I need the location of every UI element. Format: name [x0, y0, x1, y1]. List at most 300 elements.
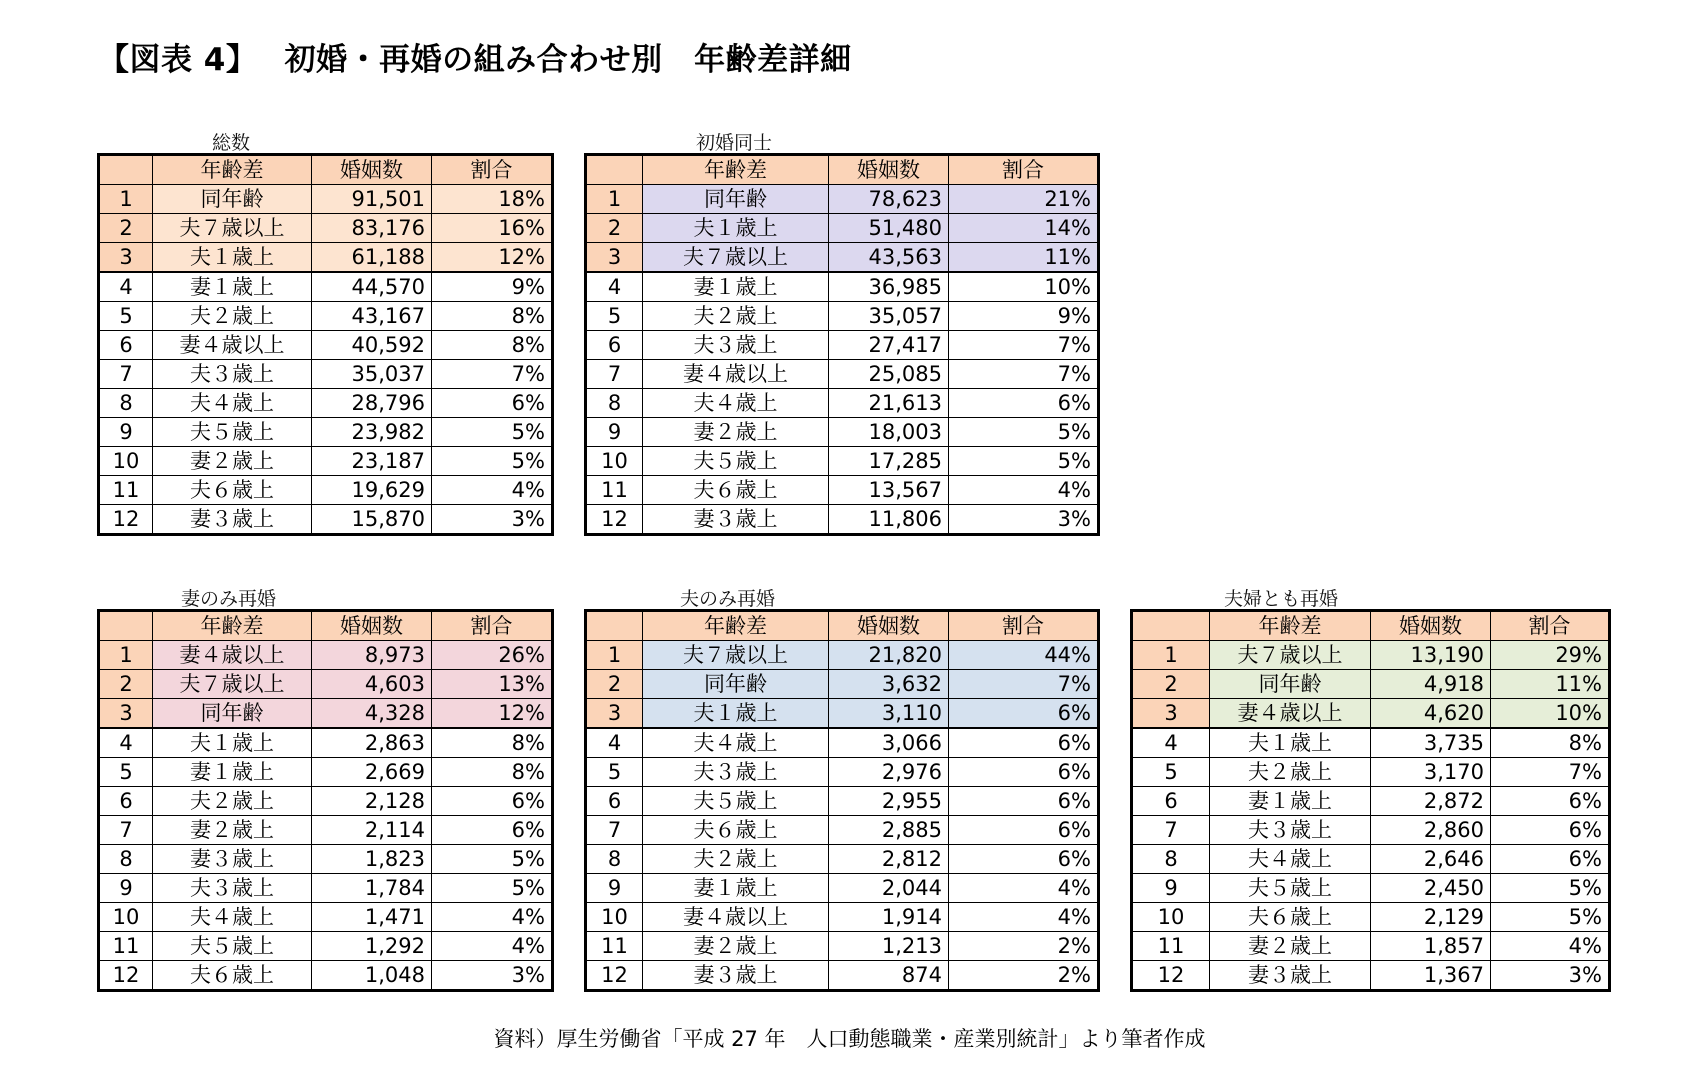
table-row — [1132, 903, 1610, 932]
table-row — [586, 728, 1099, 758]
marriage-count-cell: 1,857 — [1371, 932, 1491, 961]
rank-cell: 11 — [99, 476, 153, 505]
rank-cell: 2 — [99, 214, 153, 243]
table-row — [586, 389, 1099, 418]
age-diff-cell: 夫５歳上 — [153, 932, 312, 961]
ratio-cell: 16% — [432, 214, 553, 243]
rank-cell: 5 — [1132, 758, 1210, 787]
rank-cell: 12 — [586, 505, 643, 535]
age-diff-cell: 夫７歳以上 — [1210, 641, 1371, 670]
rank-cell: 9 — [1132, 874, 1210, 903]
header-row — [1132, 611, 1610, 641]
rank-cell: 4 — [586, 728, 643, 758]
age-diff-cell: 夫２歳上 — [153, 787, 312, 816]
table-row — [99, 932, 553, 961]
rank-cell: 3 — [586, 243, 643, 273]
table-row — [586, 787, 1099, 816]
marriage-count-cell: 2,955 — [829, 787, 949, 816]
table-row — [99, 903, 553, 932]
marriage-count-cell: 13,190 — [1371, 641, 1491, 670]
marriage-count-cell: 23,187 — [312, 447, 432, 476]
rank-cell: 2 — [99, 670, 153, 699]
age-diff-cell: 夫２歳上 — [153, 302, 312, 331]
page-title: 【図表 4】 初婚・再婚の組み合わせ別 年齢差詳細 — [98, 42, 852, 78]
rank-cell: 2 — [586, 214, 643, 243]
age-diff-cell: 妻２歳上 — [1210, 932, 1371, 961]
header-marriage-count: 婚姻数 — [312, 155, 432, 185]
marriage-count-cell: 43,563 — [829, 243, 949, 273]
header-ratio: 割合 — [949, 155, 1099, 185]
ratio-cell: 4% — [432, 932, 553, 961]
marriage-count-cell: 44,570 — [312, 272, 432, 302]
marriage-count-cell: 2,129 — [1371, 903, 1491, 932]
marriage-count-cell: 21,820 — [829, 641, 949, 670]
marriage-count-cell: 2,976 — [829, 758, 949, 787]
age-diff-cell: 同年齢 — [153, 185, 312, 214]
table-row — [586, 670, 1099, 699]
marriage-count-cell: 3,066 — [829, 728, 949, 758]
age-diff-cell: 夫４歳上 — [153, 389, 312, 418]
ratio-cell: 5% — [949, 418, 1099, 447]
table-row — [1132, 758, 1610, 787]
age-diff-cell: 夫１歳上 — [153, 243, 312, 273]
table-row — [586, 758, 1099, 787]
marriage-count-cell: 11,806 — [829, 505, 949, 535]
header-ratio: 割合 — [949, 611, 1099, 641]
age-diff-cell: 夫３歳上 — [643, 331, 829, 360]
ratio-cell: 3% — [1491, 961, 1610, 991]
age-diff-cell: 夫７歳以上 — [153, 214, 312, 243]
age-diff-cell: 夫３歳上 — [1210, 816, 1371, 845]
ratio-cell: 5% — [1491, 874, 1610, 903]
ratio-cell: 5% — [432, 874, 553, 903]
age-diff-cell: 夫４歳上 — [1210, 845, 1371, 874]
age-diff-cell: 夫５歳上 — [643, 787, 829, 816]
marriage-count-cell: 25,085 — [829, 360, 949, 389]
rank-cell: 3 — [586, 699, 643, 729]
ratio-cell: 13% — [432, 670, 553, 699]
age-diff-cell: 夫６歳上 — [153, 961, 312, 991]
table-row — [586, 243, 1099, 273]
ratio-cell: 5% — [949, 447, 1099, 476]
marriage-count-cell: 2,863 — [312, 728, 432, 758]
rank-cell: 11 — [586, 932, 643, 961]
ratio-cell: 44% — [949, 641, 1099, 670]
rank-cell: 9 — [99, 874, 153, 903]
table-row — [99, 758, 553, 787]
ratio-cell: 7% — [949, 670, 1099, 699]
rank-cell: 4 — [1132, 728, 1210, 758]
header-age-diff: 年齢差 — [153, 155, 312, 185]
ratio-cell: 5% — [432, 418, 553, 447]
table-row — [586, 961, 1099, 991]
rank-cell: 10 — [586, 903, 643, 932]
ratio-cell: 8% — [1491, 728, 1610, 758]
table-row — [99, 816, 553, 845]
marriage-count-cell: 3,170 — [1371, 758, 1491, 787]
age-diff-cell: 妻１歳上 — [153, 758, 312, 787]
ratio-cell: 8% — [432, 331, 553, 360]
table-row — [99, 505, 553, 535]
ratio-cell: 7% — [949, 331, 1099, 360]
marriage-count-cell: 19,629 — [312, 476, 432, 505]
rank-cell: 3 — [99, 699, 153, 729]
rank-cell: 9 — [586, 418, 643, 447]
rank-cell: 10 — [99, 903, 153, 932]
rank-cell: 12 — [99, 505, 153, 535]
rank-cell: 8 — [99, 389, 153, 418]
table-total — [97, 153, 554, 536]
ratio-cell: 6% — [949, 845, 1099, 874]
ratio-cell: 6% — [432, 816, 553, 845]
table-husband-remarriage — [584, 609, 1100, 992]
marriage-count-cell: 2,114 — [312, 816, 432, 845]
marriage-count-cell: 40,592 — [312, 331, 432, 360]
age-diff-cell: 夫７歳以上 — [643, 641, 829, 670]
marriage-count-cell: 35,037 — [312, 360, 432, 389]
rank-cell: 12 — [99, 961, 153, 991]
table-row — [99, 214, 553, 243]
age-diff-cell: 夫４歳上 — [153, 903, 312, 932]
table-row — [99, 360, 553, 389]
marriage-count-cell: 2,128 — [312, 787, 432, 816]
table-row — [1132, 641, 1610, 670]
header-age-diff: 年齢差 — [643, 611, 829, 641]
age-diff-cell: 妻３歳上 — [643, 505, 829, 535]
ratio-cell: 11% — [1491, 670, 1610, 699]
marriage-count-cell: 15,870 — [312, 505, 432, 535]
age-diff-cell: 夫５歳上 — [1210, 874, 1371, 903]
ratio-cell: 2% — [949, 932, 1099, 961]
table-row — [1132, 845, 1610, 874]
marriage-count-cell: 91,501 — [312, 185, 432, 214]
marriage-count-cell: 4,918 — [1371, 670, 1491, 699]
header-row — [99, 155, 553, 185]
ratio-cell: 6% — [949, 389, 1099, 418]
header-marriage-count: 婚姻数 — [829, 611, 949, 641]
table-row — [99, 418, 553, 447]
table-row — [586, 360, 1099, 389]
marriage-count-cell: 2,646 — [1371, 845, 1491, 874]
ratio-cell: 5% — [432, 845, 553, 874]
marriage-count-cell: 2,812 — [829, 845, 949, 874]
ratio-cell: 2% — [949, 961, 1099, 991]
marriage-count-cell: 27,417 — [829, 331, 949, 360]
table-row — [586, 505, 1099, 535]
rank-cell: 5 — [99, 758, 153, 787]
table-row — [1132, 787, 1610, 816]
source-note: 資料）厚生労働省「平成 27 年 人口動態職業・産業別統計」より筆者作成 — [493, 1027, 1206, 1051]
header-rank — [586, 611, 643, 641]
marriage-count-cell: 4,603 — [312, 670, 432, 699]
table-row — [1132, 961, 1610, 991]
age-diff-cell: 夫６歳上 — [1210, 903, 1371, 932]
table-row — [1132, 728, 1610, 758]
table-row — [1132, 699, 1610, 729]
rank-cell: 8 — [1132, 845, 1210, 874]
rank-cell: 7 — [586, 360, 643, 389]
age-diff-cell: 妻３歳上 — [153, 845, 312, 874]
ratio-cell: 6% — [1491, 845, 1610, 874]
rank-cell: 1 — [99, 641, 153, 670]
ratio-cell: 5% — [432, 447, 553, 476]
ratio-cell: 4% — [432, 476, 553, 505]
header-row — [586, 155, 1099, 185]
table-row — [99, 845, 553, 874]
table-row — [99, 302, 553, 331]
header-rank — [99, 155, 153, 185]
age-diff-cell: 妻１歳上 — [643, 272, 829, 302]
age-diff-cell: 妻３歳上 — [153, 505, 312, 535]
rank-cell: 3 — [99, 243, 153, 273]
rank-cell: 6 — [1132, 787, 1210, 816]
marriage-count-cell: 2,450 — [1371, 874, 1491, 903]
table-row — [586, 903, 1099, 932]
age-diff-cell: 夫１歳上 — [1210, 728, 1371, 758]
rank-cell: 7 — [1132, 816, 1210, 845]
table-row — [1132, 670, 1610, 699]
rank-cell: 8 — [586, 389, 643, 418]
marriage-count-cell: 1,823 — [312, 845, 432, 874]
ratio-cell: 14% — [949, 214, 1099, 243]
marriage-count-cell: 23,982 — [312, 418, 432, 447]
marriage-count-cell: 78,623 — [829, 185, 949, 214]
table-row — [99, 272, 553, 302]
rank-cell: 11 — [1132, 932, 1210, 961]
ratio-cell: 29% — [1491, 641, 1610, 670]
ratio-cell: 10% — [949, 272, 1099, 302]
ratio-cell: 8% — [432, 728, 553, 758]
rank-cell: 7 — [586, 816, 643, 845]
marriage-count-cell: 13,567 — [829, 476, 949, 505]
header-age-diff: 年齢差 — [1210, 611, 1371, 641]
ratio-cell: 4% — [949, 874, 1099, 903]
age-diff-cell: 夫２歳上 — [1210, 758, 1371, 787]
age-diff-cell: 夫２歳上 — [643, 845, 829, 874]
marriage-count-cell: 51,480 — [829, 214, 949, 243]
table-row — [586, 845, 1099, 874]
marriage-count-cell: 2,885 — [829, 816, 949, 845]
age-diff-cell: 妻４歳以上 — [643, 903, 829, 932]
ratio-cell: 7% — [1491, 758, 1610, 787]
table-row — [99, 243, 553, 273]
rank-cell: 6 — [99, 787, 153, 816]
caption-first: 初婚同士 — [696, 132, 773, 154]
table-row — [99, 699, 553, 729]
marriage-count-cell: 3,735 — [1371, 728, 1491, 758]
age-diff-cell: 妻４歳以上 — [643, 360, 829, 389]
ratio-cell: 4% — [432, 903, 553, 932]
ratio-cell: 4% — [949, 903, 1099, 932]
age-diff-cell: 夫１歳上 — [643, 214, 829, 243]
marriage-count-cell: 2,872 — [1371, 787, 1491, 816]
age-diff-cell: 妻４歳以上 — [1210, 699, 1371, 729]
age-diff-cell: 妻４歳以上 — [153, 641, 312, 670]
ratio-cell: 6% — [949, 787, 1099, 816]
rank-cell: 10 — [1132, 903, 1210, 932]
table-row — [586, 331, 1099, 360]
header-row — [586, 611, 1099, 641]
table-row — [99, 874, 553, 903]
ratio-cell: 8% — [432, 758, 553, 787]
age-diff-cell: 同年齢 — [643, 185, 829, 214]
header-marriage-count: 婚姻数 — [312, 611, 432, 641]
age-diff-cell: 夫１歳上 — [643, 699, 829, 729]
ratio-cell: 6% — [949, 699, 1099, 729]
marriage-count-cell: 8,973 — [312, 641, 432, 670]
ratio-cell: 8% — [432, 302, 553, 331]
age-diff-cell: 夫２歳上 — [643, 302, 829, 331]
marriage-count-cell: 1,784 — [312, 874, 432, 903]
age-diff-cell: 夫６歳上 — [643, 816, 829, 845]
marriage-count-cell: 3,110 — [829, 699, 949, 729]
ratio-cell: 10% — [1491, 699, 1610, 729]
marriage-count-cell: 4,328 — [312, 699, 432, 729]
header-rank — [1132, 611, 1210, 641]
table-row — [586, 302, 1099, 331]
age-diff-cell: 妻４歳以上 — [153, 331, 312, 360]
rank-cell: 10 — [586, 447, 643, 476]
table-row — [99, 476, 553, 505]
marriage-count-cell: 21,613 — [829, 389, 949, 418]
table-row — [1132, 874, 1610, 903]
table-row — [99, 728, 553, 758]
ratio-cell: 4% — [949, 476, 1099, 505]
rank-cell: 7 — [99, 816, 153, 845]
table-row — [586, 816, 1099, 845]
table-row — [586, 476, 1099, 505]
ratio-cell: 21% — [949, 185, 1099, 214]
rank-cell: 8 — [99, 845, 153, 874]
rank-cell: 6 — [586, 331, 643, 360]
ratio-cell: 5% — [1491, 903, 1610, 932]
rank-cell: 2 — [586, 670, 643, 699]
ratio-cell: 9% — [949, 302, 1099, 331]
table-row — [586, 932, 1099, 961]
header-age-diff: 年齢差 — [643, 155, 829, 185]
rank-cell: 1 — [1132, 641, 1210, 670]
marriage-count-cell: 3,632 — [829, 670, 949, 699]
table-row — [586, 418, 1099, 447]
table-row — [586, 641, 1099, 670]
rank-cell: 4 — [586, 272, 643, 302]
ratio-cell: 3% — [432, 505, 553, 535]
ratio-cell: 3% — [949, 505, 1099, 535]
ratio-cell: 12% — [432, 243, 553, 273]
rank-cell: 2 — [1132, 670, 1210, 699]
age-diff-cell: 妻２歳上 — [153, 816, 312, 845]
marriage-count-cell: 36,985 — [829, 272, 949, 302]
marriage-count-cell: 1,367 — [1371, 961, 1491, 991]
rank-cell: 5 — [586, 302, 643, 331]
age-diff-cell: 妻１歳上 — [153, 272, 312, 302]
header-ratio: 割合 — [432, 155, 553, 185]
age-diff-cell: 妻３歳上 — [643, 961, 829, 991]
ratio-cell: 6% — [1491, 816, 1610, 845]
rank-cell: 11 — [99, 932, 153, 961]
age-diff-cell: 同年齢 — [643, 670, 829, 699]
rank-cell: 1 — [586, 641, 643, 670]
table-row — [1132, 816, 1610, 845]
rank-cell: 4 — [99, 728, 153, 758]
age-diff-cell: 同年齢 — [153, 699, 312, 729]
age-diff-cell: 夫６歳上 — [643, 476, 829, 505]
ratio-cell: 3% — [432, 961, 553, 991]
marriage-count-cell: 2,669 — [312, 758, 432, 787]
header-row — [99, 611, 553, 641]
table-row — [586, 874, 1099, 903]
header-age-diff: 年齢差 — [153, 611, 312, 641]
marriage-count-cell: 1,914 — [829, 903, 949, 932]
rank-cell: 9 — [99, 418, 153, 447]
rank-cell: 1 — [586, 185, 643, 214]
marriage-count-cell: 874 — [829, 961, 949, 991]
table-wife-remarriage — [97, 609, 554, 992]
rank-cell: 1 — [99, 185, 153, 214]
rank-cell: 4 — [99, 272, 153, 302]
age-diff-cell: 夫７歳以上 — [153, 670, 312, 699]
table-row — [99, 185, 553, 214]
age-diff-cell: 夫４歳上 — [643, 728, 829, 758]
age-diff-cell: 妻２歳上 — [643, 932, 829, 961]
rank-cell: 5 — [99, 302, 153, 331]
marriage-count-cell: 28,796 — [312, 389, 432, 418]
table-row — [99, 961, 553, 991]
age-diff-cell: 妻１歳上 — [643, 874, 829, 903]
ratio-cell: 4% — [1491, 932, 1610, 961]
table-row — [99, 389, 553, 418]
ratio-cell: 6% — [432, 389, 553, 418]
caption-husb: 夫のみ再婚 — [680, 588, 776, 610]
marriage-count-cell: 35,057 — [829, 302, 949, 331]
rank-cell: 6 — [99, 331, 153, 360]
ratio-cell: 6% — [949, 816, 1099, 845]
table-row — [1132, 932, 1610, 961]
table-both-remarriage — [1130, 609, 1611, 992]
rank-cell: 11 — [586, 476, 643, 505]
table-row — [99, 447, 553, 476]
marriage-count-cell: 18,003 — [829, 418, 949, 447]
ratio-cell: 6% — [432, 787, 553, 816]
ratio-cell: 18% — [432, 185, 553, 214]
marriage-count-cell: 1,292 — [312, 932, 432, 961]
header-marriage-count: 婚姻数 — [1371, 611, 1491, 641]
age-diff-cell: 夫４歳上 — [643, 389, 829, 418]
table-row — [586, 214, 1099, 243]
marriage-count-cell: 1,213 — [829, 932, 949, 961]
header-rank — [586, 155, 643, 185]
header-marriage-count: 婚姻数 — [829, 155, 949, 185]
marriage-count-cell: 17,285 — [829, 447, 949, 476]
rank-cell: 3 — [1132, 699, 1210, 729]
header-rank — [99, 611, 153, 641]
age-diff-cell: 夫５歳上 — [643, 447, 829, 476]
marriage-count-cell: 4,620 — [1371, 699, 1491, 729]
rank-cell: 7 — [99, 360, 153, 389]
table-row — [586, 447, 1099, 476]
age-diff-cell: 夫５歳上 — [153, 418, 312, 447]
caption-total: 総数 — [212, 132, 251, 154]
caption-wife: 妻のみ再婚 — [181, 588, 277, 610]
rank-cell: 12 — [1132, 961, 1210, 991]
marriage-count-cell: 2,044 — [829, 874, 949, 903]
age-diff-cell: 夫３歳上 — [643, 758, 829, 787]
age-diff-cell: 同年齢 — [1210, 670, 1371, 699]
marriage-count-cell: 43,167 — [312, 302, 432, 331]
table-row — [99, 331, 553, 360]
rank-cell: 5 — [586, 758, 643, 787]
table-row — [586, 699, 1099, 729]
